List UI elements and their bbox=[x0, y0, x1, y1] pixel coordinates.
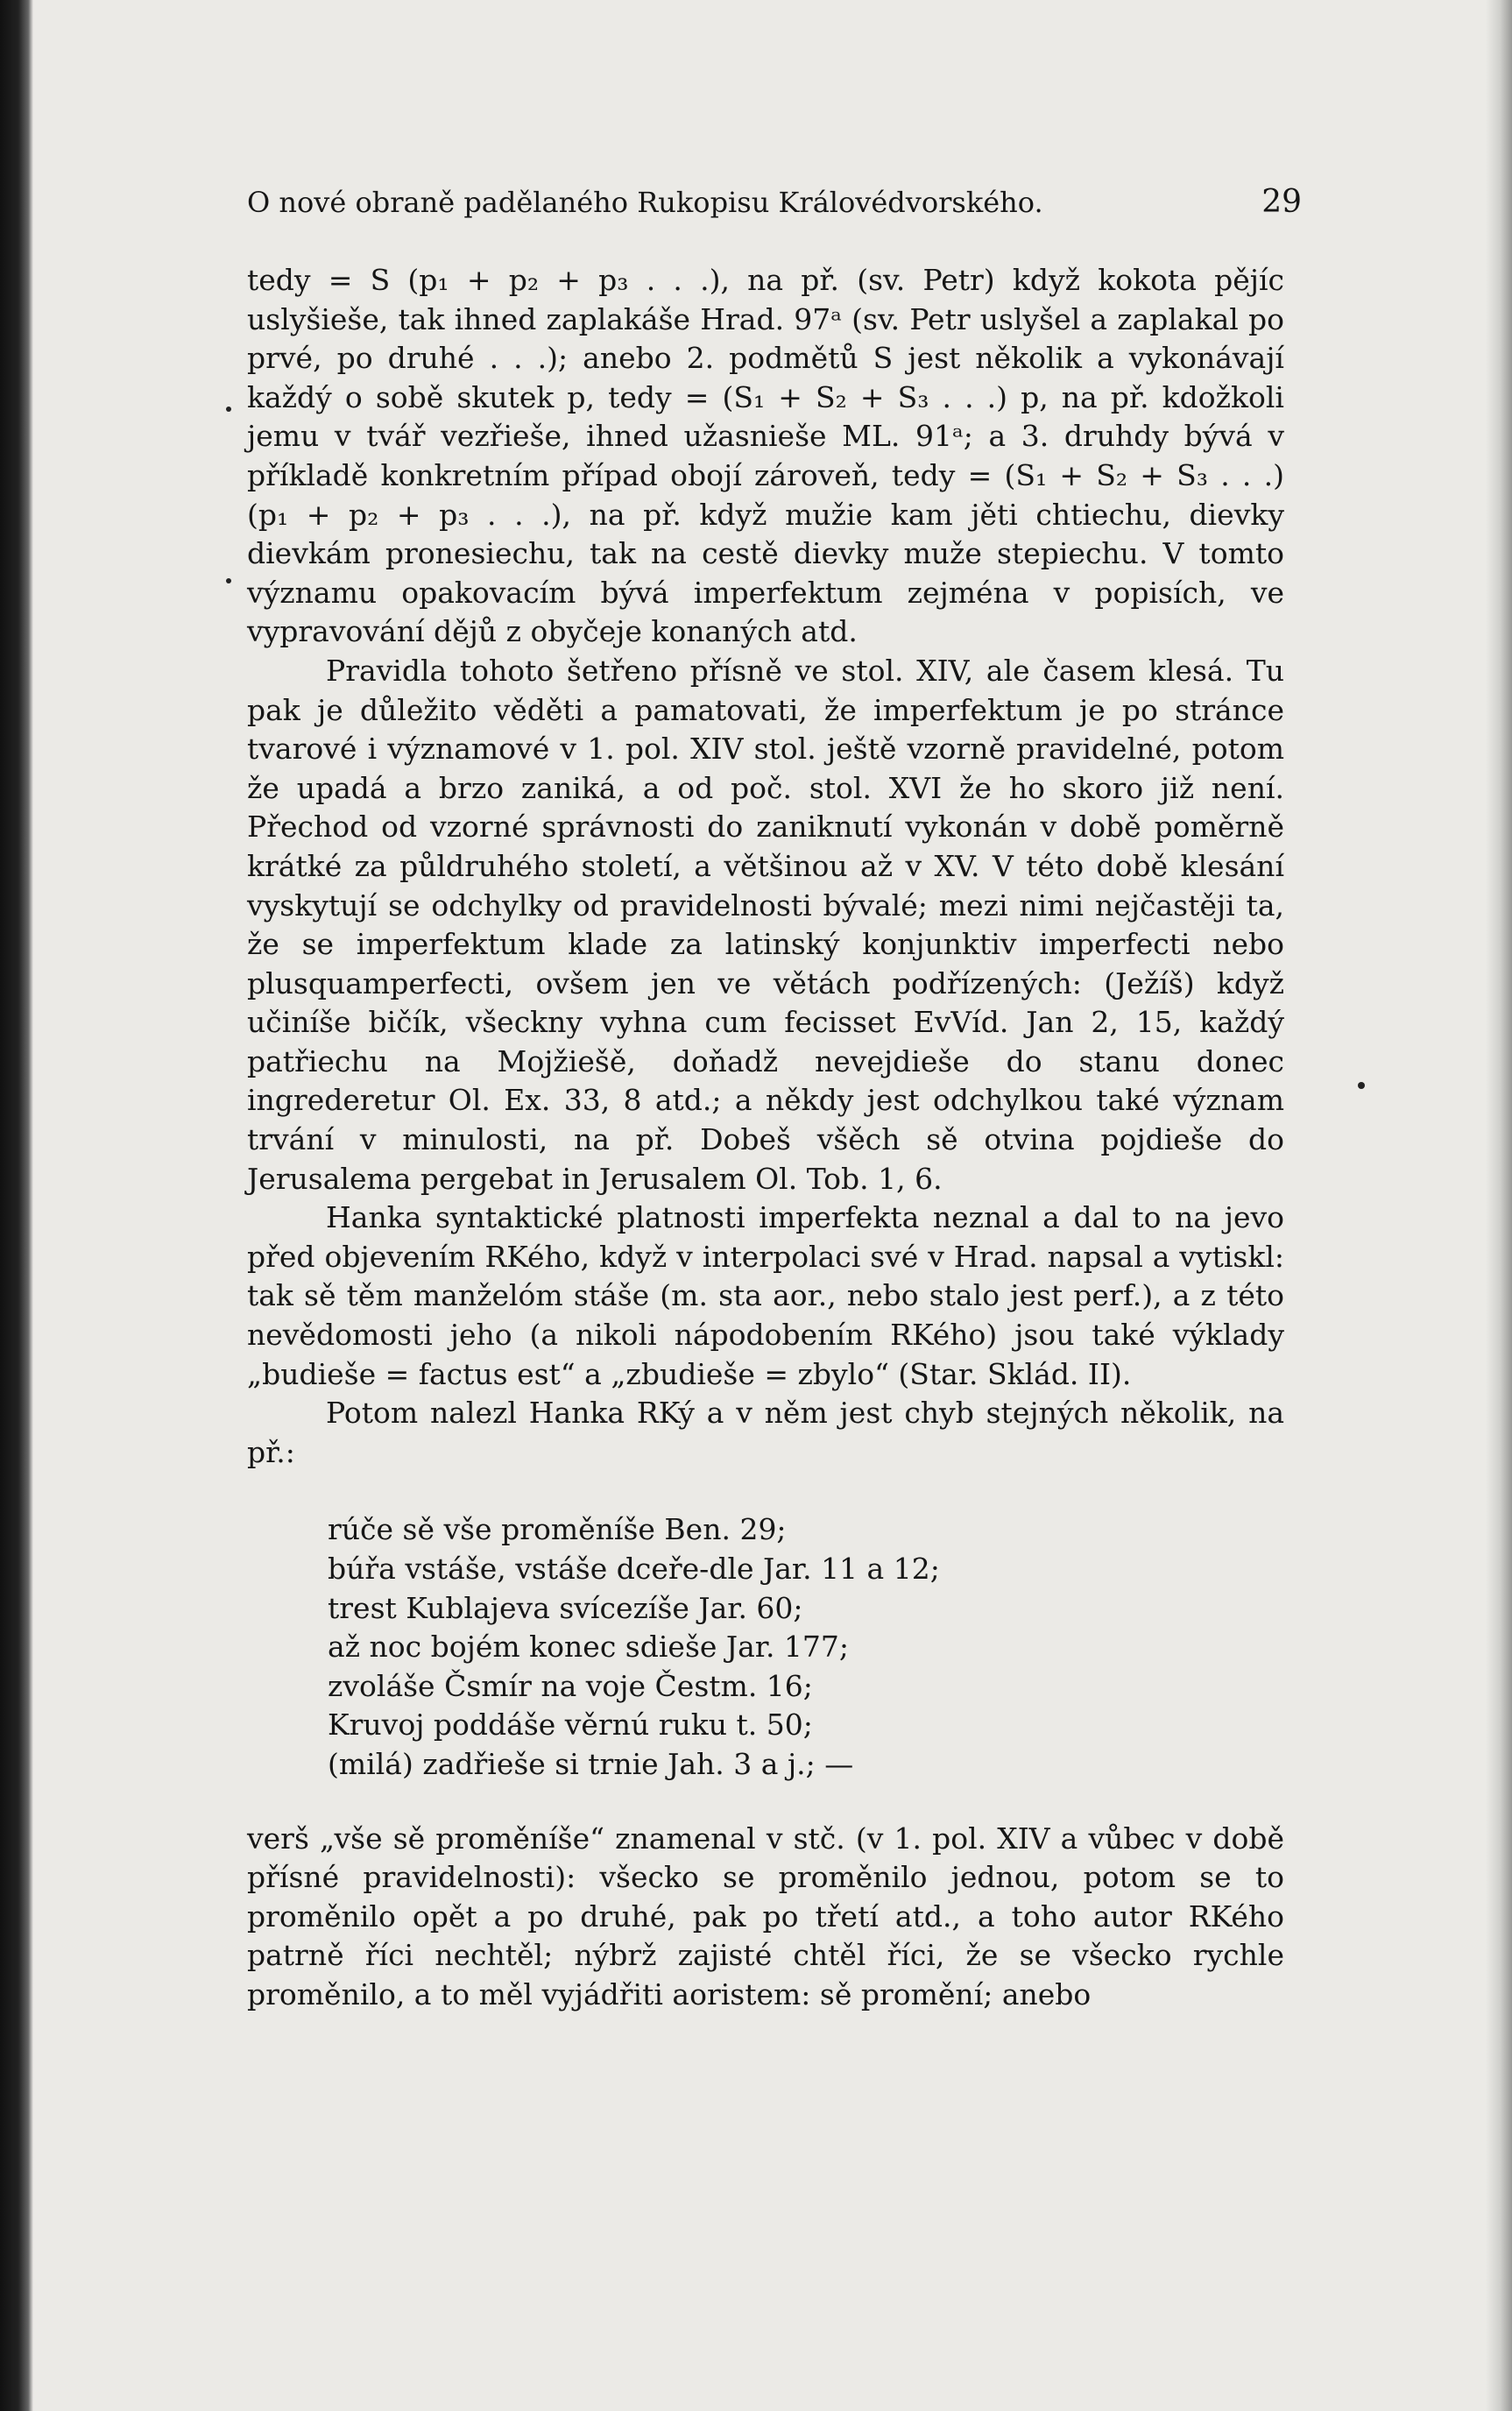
paragraph-1: tedy = S (p₁ + p₂ + p₃ . . .), na př. (sv. Petr) když kokota pějíc uslyšieše, tak ihned zaplakáše Hrad. 97ᵃ (sv. Petr uslyšel a zaplakal po prvé, po druhé . . .); anebo 2. podmětů S jest několik a vykonávají každý o sobě skutek p, tedy = (S₁ + S₂ + S₃ . . .) p, na př. kdožkoli jemu v tvář vezřieše, ihned užasnieše ML. 91ᵃ; a 3. druhdy bývá v příkladě konkretním případ obojí zároveň, tedy = (S₁ + S₂ + S₃ . . .) (p₁ + p₂ + p₃ . . .), na př. když mužie kam jěti chtiechu, dievky dievkám pronesiechu, tak na cestě dievky muže stepiechu. V tomto významu opakovacím bývá imperfektum zejména v popisích, ve vypravování dějů z obyčeje konaných atd. bbox=[247, 263, 1284, 649]
main-text bbox=[247, 261, 1284, 2015]
page-number: 29 bbox=[1261, 184, 1302, 220]
margin-dot bbox=[226, 407, 231, 412]
paragraph-3: Hanka syntaktické platnosti imperfekta neznal a dal to na jevo před objevením RKého, když v interpolaci své v Hrad. napsal a vytiskl: tak sě těm manželóm stáše (m. sta aor., nebo stalo jest perf.), a z této nevědomosti jeho (a nikoli nápodobením RKého) jsou také výklady „budieše = factus est“ a „zbudieše = zbylo“ (Star. Sklád. II). bbox=[247, 1200, 1284, 1391]
running-header bbox=[247, 184, 1302, 245]
verse-line: rúče sě vše proměníše Ben. 29; bbox=[328, 1512, 787, 1547]
page-edge-shadow bbox=[1486, 0, 1512, 2411]
book-page bbox=[247, 184, 1302, 2015]
verse-line: (milá) zadřieše si trnie Jah. 3 a j.; — bbox=[328, 1746, 854, 1781]
paragraph-4: Potom nalezl Hanka RKý a v něm jest chyb stejných několik, na př.: bbox=[247, 1396, 1284, 1469]
verse-line: Kruvoj poddáše věrnú ruku t. 50; bbox=[328, 1707, 813, 1743]
verse-line: trest Kublajeva svícezíše Jar. 60; bbox=[328, 1590, 803, 1625]
running-title: O nové obraně padělaného Rukopisu Královédvorského. bbox=[247, 186, 1043, 219]
verse-examples bbox=[328, 1510, 1284, 1784]
verse-line: až noc bojém konec sdieše Jar. 177; bbox=[328, 1630, 850, 1665]
margin-dot bbox=[226, 578, 231, 583]
book-spine-shadow bbox=[0, 0, 33, 2411]
verse-line: zvoláše Čsmír na voje Čestm. 16; bbox=[328, 1668, 813, 1703]
margin-dot bbox=[1358, 1082, 1365, 1089]
closing-paragraph: verš „vše sě proměníše“ znamenal v stč. (v 1. pol. XIV a vůbec v době přísné pravidelnosti): všecko se proměnilo jednou, potom se to proměnilo opět a po druhé, pak po třetí atd., a toho autor RKého patrně říci nechtěl; nýbrž zajisté chtěl říci, že se všecko rychle proměnilo, a to měl vyjádřiti aoristem: sě promění; anebo bbox=[247, 1821, 1284, 2012]
paragraph-2: Pravidla tohoto šetřeno přísně ve stol. XIV, ale časem klesá. Tu pak je důležito věděti a pamatovati, že imperfektum je po stránce tvarové i významové v 1. pol. XIV stol. ještě vzorně pravidelné, potom že upadá a brzo zaniká, a od poč. stol. XVI že ho skoro již není. Přechod od vzorné správnosti do zaniknutí vykonán v době poměrně krátké za půldruhého století, a většinou až v XV. V této době klesání vyskytují se odchylky od pravidelnosti bývalé; mezi nimi nejčastěji ta, že se imperfektum klade za latinský konjunktiv imperfecti nebo plusquamperfecti, ovšem jen ve větách podřízených: (Ježíš) když učiníše bičík, všeckny vyhna cum fecisset EvVíd. Jan 2, 15, každý patřiechu na Mojžiešě, doňadž nevejdieše do stanu donec ingrederetur Ol. Ex. 33, 8 atd.; a někdy jest odchylkou také význam trvání v minulosti, na př. Dobeš všěch sě otvina pojdieše do Jerusalema pergebat in Jerusalem Ol. Tob. 1, 6. bbox=[247, 653, 1284, 1196]
verse-line: búřa vstáše, vstáše dceře-dle Jar. 11 a 12; bbox=[328, 1552, 940, 1586]
